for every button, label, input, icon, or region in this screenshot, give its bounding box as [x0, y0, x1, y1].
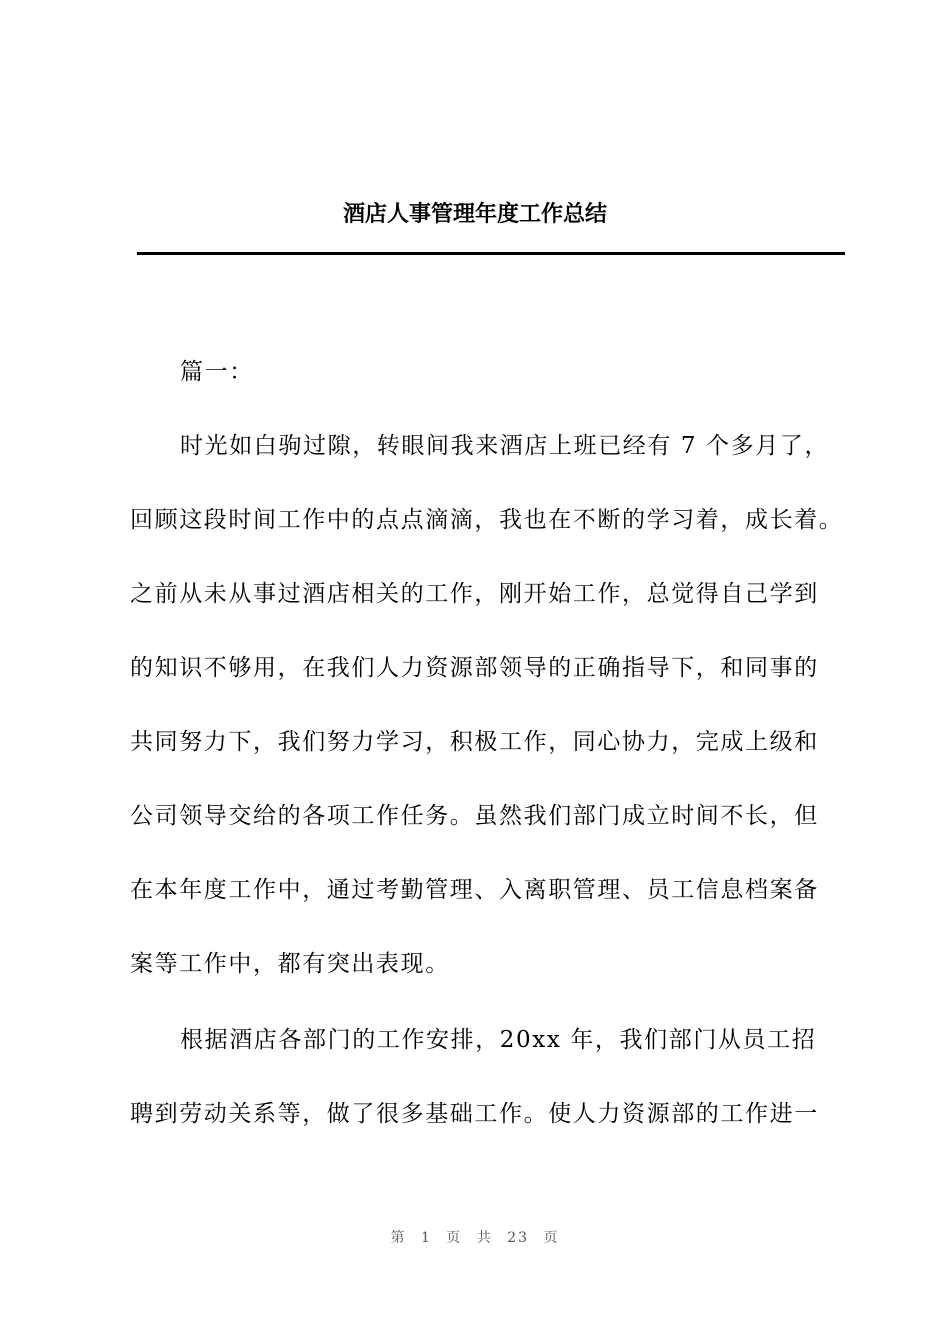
- body-line: 之前从未从事过酒店相关的工作，刚开始工作，总觉得自己学到: [130, 581, 819, 607]
- body-line: 公司领导交给的各项工作任务。虽然我们部门成立时间不长，但: [130, 803, 819, 829]
- body-line: 根据酒店各部门的工作安排，20xx 年，我们部门从员工招: [180, 1027, 817, 1053]
- body-line: 在本年度工作中，通过考勤管理、入离职管理、员工信息档案备: [130, 877, 819, 903]
- body-line: 共同努力下，我们努力学习，积极工作，同心协力，完成上级和: [130, 729, 819, 755]
- document-title: 酒店人事管理年度工作总结: [342, 201, 607, 227]
- title-underline: [137, 252, 845, 255]
- body-line: 聘到劳动关系等，做了很多基础工作。使人力资源部的工作进一: [130, 1101, 819, 1127]
- body-line: 回顾这段时间工作中的点点滴滴，我也在不断的学习着，成长着。: [130, 507, 844, 533]
- body-line: 时光如白驹过隙，转眼间我来酒店上班已经有 7 个多月了，: [180, 433, 830, 459]
- page-number-footer: 第 1 页 共 23 页: [390, 1230, 560, 1246]
- body-line: 案等工作中，都有突出表现。: [130, 951, 450, 977]
- body-line: 的知识不够用，在我们人力资源部领导的正确指导下，和同事的: [130, 655, 819, 681]
- section-heading: 篇一：: [180, 359, 254, 385]
